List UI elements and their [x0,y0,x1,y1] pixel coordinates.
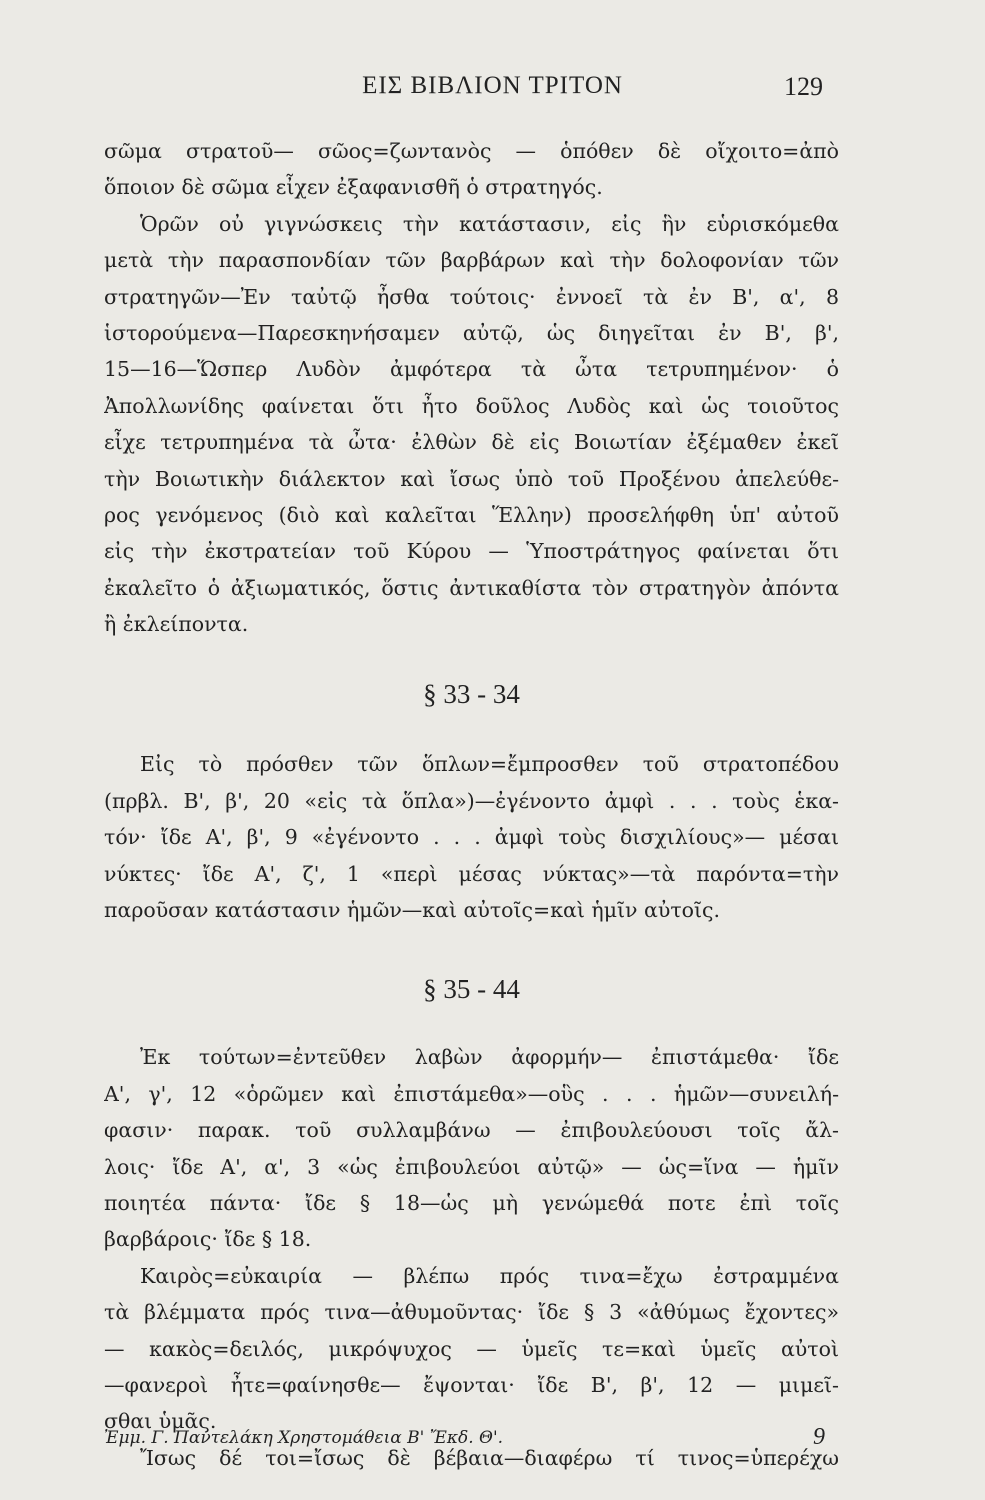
text-line: Καιρὸς=εὐκαιρία — βλέπω πρός τινα=ἔχω ἐστραμμένα [140,1263,839,1288]
page-number: 129 [784,72,823,101]
signature-mark: 9 [813,1424,825,1450]
text-line: λοις· ἴδε Α', α', 3 «ὡς ἐπιβουλεύοι αὐτῷ» — ὡς=ἵνα — ἡμῖν [104,1154,839,1179]
text-line: ἐκαλεῖτο ὁ ἀξιωματικός, ὅστις ἀντικαθίστα τὸν στρατηγὸν ἀπόντα [104,575,839,600]
text-line: παροῦσαν κατάστασιν ἡμῶν—καὶ αὐτοῖς=καὶ ἡμῖν αὐτοῖς. [104,898,721,923]
publisher-note: Ἐμμ. Γ. Παντελάκη Χρηστομάθεια Β' Ἔκδ. Θ'. [104,1428,504,1448]
text-line: ρος γενόμενος (διὸ καὶ καλεῖται Ἕλλην) προσελήφθη ὑπ' αὐτοῦ [104,502,839,527]
text-line: 15—16—Ὥσπερ Λυδὸν ἀμφότερα τὰ ὦτα τετρυπημένον· ὁ [104,357,839,382]
text-line: φασιν· παρακ. τοῦ συλλαμβάνω — ἐπιβουλεύουσι τοῖς ἄλ- [104,1118,839,1143]
text-line: τόν· ἴδε Α', β', 9 «ἐγένοντο . . . ἀμφὶ τοὺς δισχιλίους»— μέσαι [104,825,839,850]
text-line: Α', γ', 12 «ὁρῶμεν καὶ ἐπιστάμεθα»—οὓς . . . ἡμῶν—συνειλή- [104,1081,839,1106]
section-35-44-body [104,1039,839,1476]
text-line: — κακὸς=δειλός, μικρόψυχος — ὑμεῖς τε=καὶ ὑμεῖς αὐτοὶ [104,1336,839,1361]
text-line: ἢ ἐκλείποντα. [104,612,249,637]
text-line: ἱστορούμενα—Παρεσκηνήσαμεν αὐτῷ, ὡς διηγεῖται ἐν Β', β', [104,320,839,345]
page-footer [104,1424,839,1458]
text-line: Ὁρῶν οὐ γιγνώσκεις τὴν κατάστασιν, εἰς ἣν εὑρισκόμεθα [140,211,839,236]
text-line: σῶμα στρατοῦ— σῶος=ζωντανὸς — ὁπόθεν δὲ οἴχοιτο=ἀπὸ [104,139,839,163]
text-line: μετὰ τὴν παρασπονδίαν τῶν βαρβάρων καὶ τὴν δολοφονίαν τῶν [104,248,839,273]
section-33-34-body [104,746,839,928]
text-line: —φανεροὶ ἦτε=φαίνησθε— ἔψονται· ἴδε Β', β', 12 — μιμεῖ- [104,1372,839,1397]
text-line: Ἀπολλωνίδης φαίνεται ὅτι ἦτο δοῦλος Λυδὸς καὶ ὡς τοιοῦτος [104,393,839,418]
page-header [0,72,985,108]
text-line: Ἴσως δέ τοι=ἴσως δὲ βέβαια—διαφέρω τί τινος=ὑπερέχω [140,1445,839,1470]
page-body [104,133,839,1476]
text-line: εἰς τὴν ἐκστρατείαν τοῦ Κύρου — Ὑποστράτηγος φαίνεται ὅτι [104,539,839,564]
text-line: τὰ βλέμματα πρός τινα—ἀθυμοῦντας· ἴδε § 3 «ἀθύμως ἔχοντες» [104,1300,839,1325]
paragraph-commentary [104,133,839,642]
text-line: νύκτες· ἴδε Α', ζ', 1 «περὶ μέσας νύκτας»—τὰ παρόντα=τὴν [104,861,839,886]
text-line: σθαι ὑμᾶς. [104,1409,217,1434]
text-line: ὅποιον δὲ σῶμα εἶχεν ἐξαφανισθῆ ὁ στρατηγός. [104,175,603,200]
text-line: Ἐκ τούτων=ἐντεῦθεν λαβὼν ἀφορμήν— ἐπιστάμεθα· ἴδε [140,1045,839,1070]
text-line: τὴν Βοιωτικὴν διάλεκτον καὶ ἴσως ὑπὸ τοῦ Προξένου ἀπελεύθε- [104,466,839,491]
text-line: στρατηγῶν—Ἐν ταὐτῷ ἦσθα τούτοις· ἐννοεῖ τὰ ἐν Β', α', 8 [104,284,839,309]
text-line: ποιητέα πάντα· ἴδε § 18—ὡς μὴ γενώμεθά ποτε ἐπὶ τοῖς [104,1190,839,1215]
text-line: βαρβάροις· ἴδε § 18. [104,1227,312,1252]
text-line: εἶχε τετρυπημένα τὰ ὦτα· ἐλθὼν δὲ εἰς Βοιωτίαν ἐξέμαθεν ἐκεῖ [104,430,839,455]
text-line: Εἰς τὸ πρόσθεν τῶν ὅπλων=ἔμπροσθεν τοῦ στρατοπέδου [140,752,839,777]
section-heading: § 35 - 44 [423,974,520,1005]
section-heading: § 33 - 34 [423,679,520,710]
text-line: (πρβλ. Β', β', 20 «εἰς τὰ ὅπλα»)—ἐγένοντο ἀμφὶ . . . τοὺς ἑκα- [104,788,839,813]
running-title: ΕΙΣ ΒΙΒΛΙΟΝ ΤΡΙΤΟΝ [362,72,623,99]
